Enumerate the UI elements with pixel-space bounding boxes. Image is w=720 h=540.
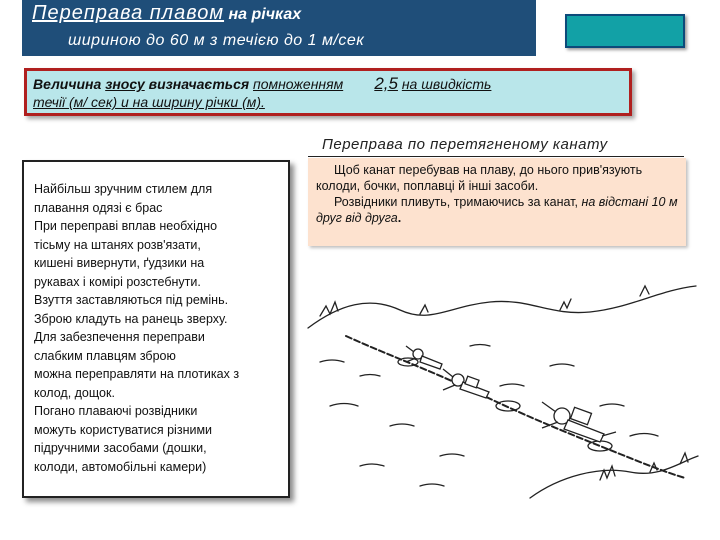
swim-line: слабким плавцям зброю	[34, 348, 176, 363]
swimmer-middle	[443, 369, 489, 398]
swim-line: колод, дощок.	[34, 385, 115, 400]
swim-line: Найбільш зручним стилем для	[34, 182, 213, 196]
drift-rule-box	[24, 68, 632, 116]
rope-crossing-box	[308, 158, 686, 246]
swim-line: Взуття заставляються під ремінь.	[34, 293, 229, 307]
rule-text-speed: на швидкість	[401, 76, 492, 92]
swim-line: тісьму на штанях розв'язати,	[34, 237, 201, 252]
swim-line: колоди, автомобільні камери)	[34, 459, 207, 474]
title-main: Переправа плавом	[32, 2, 225, 24]
swim-line: кишені вивернути, ґудзики на	[34, 256, 205, 270]
rule-text-1: Величина	[33, 76, 106, 92]
water-ripples	[320, 345, 658, 487]
title-banner	[22, 0, 536, 56]
swim-line: можуть користуватися різними	[34, 422, 213, 437]
swim-line: можна переправляти на плотиках з	[34, 367, 240, 381]
rope-paragraph-2-end: .	[397, 211, 402, 225]
page-title	[32, 2, 301, 25]
rule-text-multiply: помноженням	[253, 76, 344, 92]
swim-line: підручними засобами (дошки,	[34, 441, 207, 455]
rule-text-drift: зносу	[105, 76, 145, 92]
title-rivers: на річках	[228, 6, 302, 23]
swim-line: Для забезпечення переправи	[34, 330, 205, 344]
rope-paragraph-2	[316, 194, 678, 226]
rope-paragraph-1: Щоб канат перебував на плаву, до нього прив'язують колоди, бочки, поплавці й інші засоби.	[316, 163, 643, 193]
rule-text-width: течії (м/ сек) и на ширину річки (м).	[33, 94, 265, 110]
rope	[346, 336, 685, 478]
swim-line: плавання одязі є брас	[34, 200, 163, 215]
swimming-instructions-box	[22, 160, 290, 498]
near-riverbank	[530, 456, 698, 498]
decorative-teal-box	[565, 14, 685, 48]
swim-line: Зброю кладуть на ранець зверху.	[34, 311, 228, 326]
swim-line: При переправі вплав необхідно	[34, 219, 218, 233]
rope-paragraph-2-distance: на відстані 10 м друг від друга	[316, 195, 678, 225]
rule-coefficient: 2,5	[374, 74, 398, 93]
rule-text-2: визначається	[144, 76, 253, 92]
far-riverbank	[308, 286, 696, 328]
rope-crossing-title: Переправа по перетягненому канату	[308, 136, 684, 157]
swim-line: Погано плаваючі розвідники	[34, 404, 198, 418]
swim-line: рукавах і комірі розстебнути.	[34, 274, 201, 289]
rope-paragraph-2-main: Розвідники пливуть, тримаючись за канат,	[334, 195, 578, 209]
page-subtitle: шириною до 60 м з течією до 1 м/сек	[68, 32, 365, 49]
rope-crossing-illustration	[300, 266, 700, 500]
swimmer-near	[542, 402, 616, 442]
